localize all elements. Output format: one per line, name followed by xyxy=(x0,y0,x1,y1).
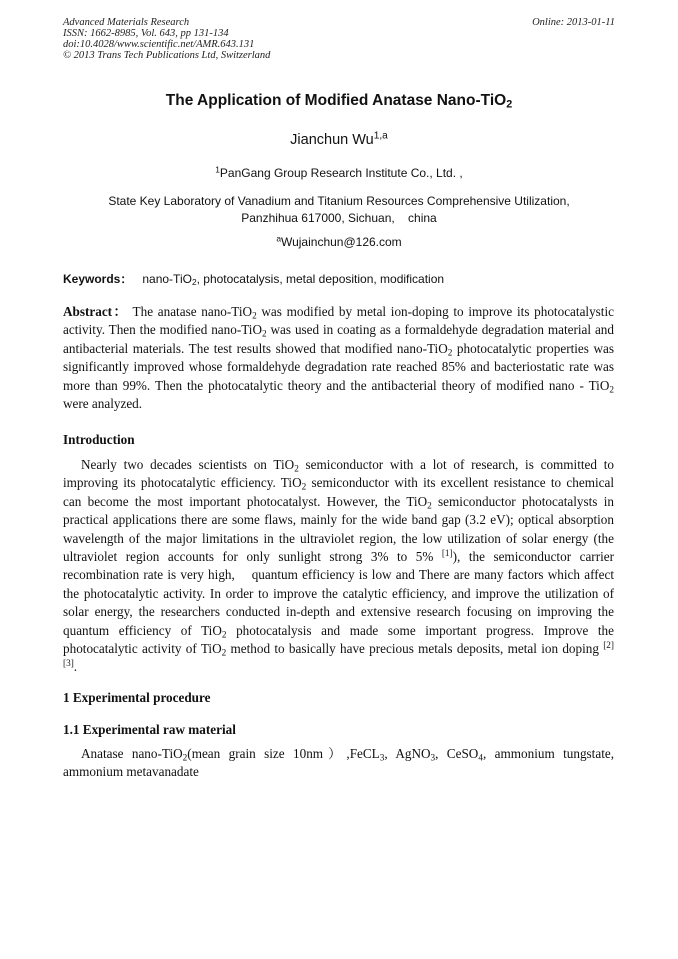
author-name: Jianchun Wu xyxy=(290,132,374,148)
doi-line: doi:10.4028/www.scientific.net/AMR.643.131 xyxy=(63,39,255,50)
author: Jianchun Wu$^{1,a}$ xyxy=(290,130,388,148)
paper-title: The Application of Modified Anatase Nano-TiO$_2$ xyxy=(165,92,513,111)
affiliation-institute: $^1$PanGang Group Research Institute Co., Ltd. , xyxy=(215,164,463,180)
journal-header xyxy=(63,17,270,61)
abstract-label: Abstract： xyxy=(63,304,129,319)
citation-3: [3] xyxy=(63,658,74,669)
affiliation-lab: State Key Laboratory of Vanadium and Titanium Resources Comprehensive Utilization, Panzhihua 617000, Sichuan, china xyxy=(108,194,570,225)
introduction-heading: Introduction xyxy=(63,432,135,447)
raw-material-body: Anatase nano-TiO$_2$(mean grain size 10nm）,FeCL$_3$, AgNO$_3$, CeSO$_4$, ammonium tungstate, ammonium metavanadate xyxy=(63,746,615,780)
online-date: Online: 2013-01-11 xyxy=(532,17,615,28)
keywords-label: Keywords： xyxy=(63,272,133,286)
section-1-1-heading: 1.1 Experimental raw material xyxy=(63,722,236,737)
copyright-line: © 2013 Trans Tech Publications Ltd, Switzerland xyxy=(63,50,271,61)
issn-line: ISSN: 1662-8985, Vol. 643, pp 131-134 xyxy=(63,28,229,39)
author-email: $^a$Wujainchun@126.com xyxy=(276,233,402,249)
introduction-body: Nearly two decades scientists on TiO$_2$ semiconductor with a lot of research, is committed to improving its photocatalytic efficiency. TiO$_2$ semiconductor with its excellent resistance to chemical can become the most important photocatalyst. However, the TiO$_2$ semiconductor photocatalysts in practical applications there are some flaws, mainly for the wide band gap (3.2 eV); optical absorption wavelength of the major limitations in the ultraviolet region, the low utilization of solar energy (the ultraviolet region accounts for only sunlight strong 3% to 5% [1]), the semiconductor carrier recombination rate is very high, quantum efficiency is low and There are many factors which affect the photocatalytic activity. In order to improve the catalytic efficiency, and improve the utilization of solar energy, the researchers conducted in-depth and extensive research focusing on improving the quantum efficiency of TiO$_2$ photocatalysis and made some important progress. Improve the photocatalytic activity of TiO$_2$ method to basically have precious metals deposits, metal ion doping [2][3]. xyxy=(63,457,615,675)
citation-1: [1] xyxy=(441,547,453,558)
abstract: Abstract： The anatase nano-TiO$_2$ was modified by metal ion-doping to improve its photocatalystic activity. Then the modified nano-TiO$_2$ was used in coating as a formaldehyde degradation material and antibacterial materials. The test results showed that modified nano-TiO$_2$ photocatalytic properties was significantly improved whose formaldehyde degradation rate reached 85% and bacteriostatic rate was more than 99%. Then the photocatalytic theory and the antibacterial theory of modified nano - TiO$_2$ were analyzed. xyxy=(63,304,614,412)
citation-2: [2] xyxy=(603,639,615,650)
section-1-heading: 1 Experimental procedure xyxy=(63,690,211,705)
journal-name: Advanced Materials Research xyxy=(63,17,190,28)
keywords: Keywords： nano-TiO$_2$, photocatalysis, metal deposition, modification xyxy=(63,272,445,288)
